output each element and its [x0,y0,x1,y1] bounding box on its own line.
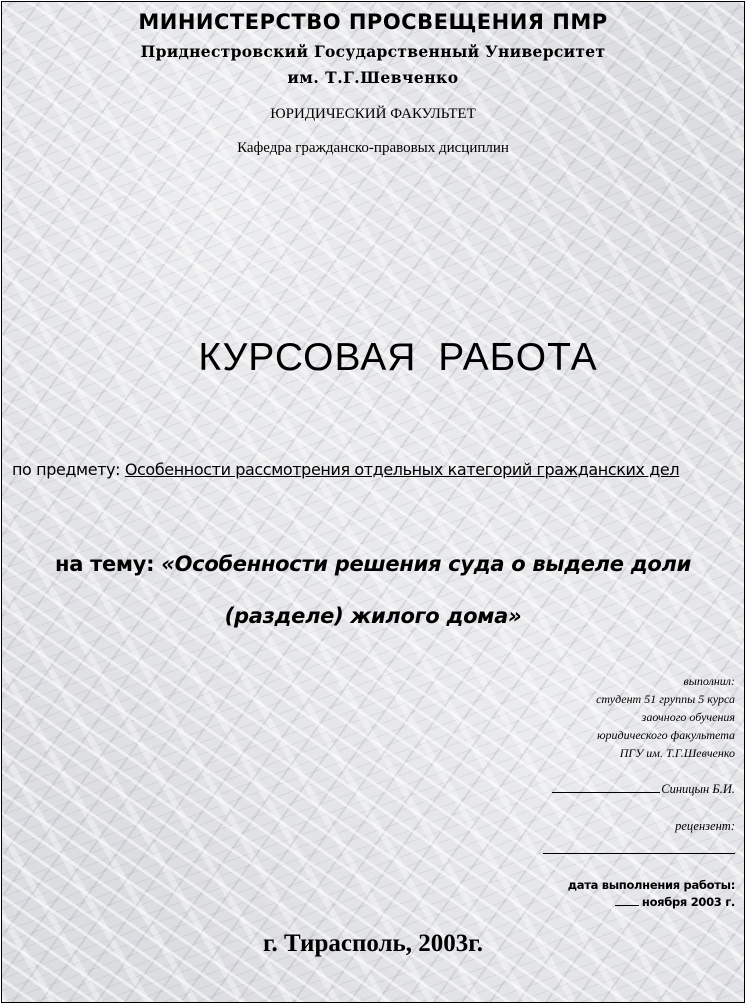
author-name: Синицын Б.И. [661,782,735,796]
author-line-university: ПГУ им. Т.Г.Шевченко [619,746,735,760]
topic-line [12,538,734,642]
reviewer-label: рецензент: [675,819,735,833]
city-year: г. Тирасполь, 2003г. [262,930,484,957]
ministry-name: МИНИСТЕРСТВО ПРОСВЕЩЕНИЯ ПМР [138,10,608,34]
chair-name: Кафедра гражданско-правовых дисциплин [237,140,509,156]
reviewer-signature-line [543,853,735,854]
work-title: КУРСОВАЯ РАБОТА [198,336,598,379]
faculty-name: ЮРИДИЧЕСКИЙ ФАКУЛЬТЕТ [270,106,476,122]
topic-value: «Особенности решения суда о выделе доли (разделе) жилого дома» [161,552,691,628]
signature-line [552,782,660,793]
completion-date-label: дата выполнения работы: [567,878,735,892]
day-blank-line [615,896,639,906]
author-signature [552,782,735,797]
subject-label: по предмету: [12,460,125,479]
completion-date [615,895,735,909]
author-block [596,672,735,762]
university-named-after: им. Т.Г.Шевченко [287,68,459,87]
university-name: Приднестровский Государственный Университет [140,42,606,61]
performed-label: выполнил: [683,674,735,688]
author-line-study: заочного обучения [641,710,735,724]
title-page [1,1,745,1003]
subject-line [12,449,724,491]
subject-value: Особенности рассмотрения отдельных категорий гражданских дел [124,460,680,479]
author-line-group: студент 51 группы 5 курса [596,692,735,706]
author-line-faculty: юридического факультета [597,728,735,742]
topic-label: на тему: [54,552,162,576]
completion-date-value: ноября 2003 г. [641,895,735,909]
